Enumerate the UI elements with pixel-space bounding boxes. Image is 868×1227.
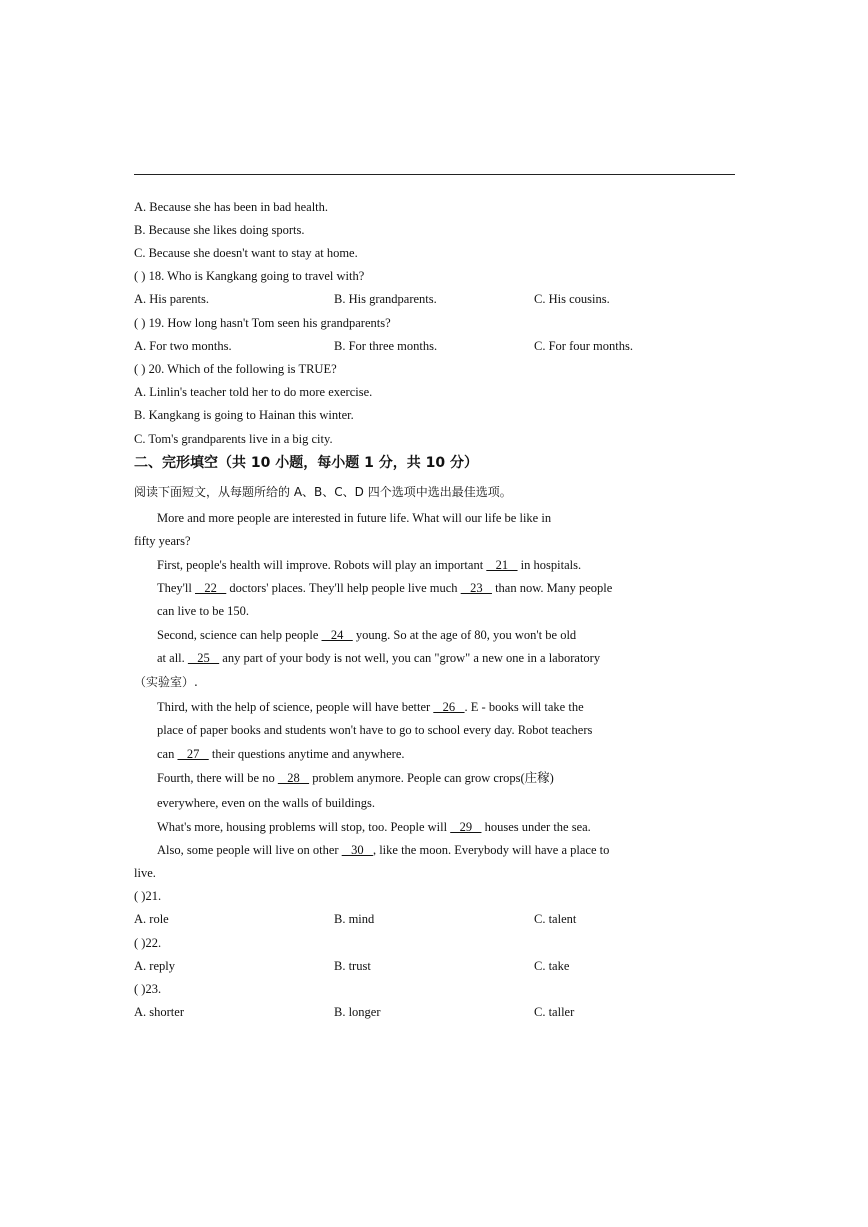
passage-text: First, people's health will improve. Robots will play an important [157, 558, 487, 572]
passage-text: doctors' places. They'll help people live much [226, 581, 461, 595]
blank-29: 29 [450, 820, 482, 834]
passage-line: live. [134, 866, 156, 880]
q18-option-a: A. His parents. [134, 292, 209, 306]
passage-line [157, 699, 584, 715]
q22-option-b: B. trust [334, 959, 371, 973]
passage-line [157, 580, 612, 596]
passage-text: problem anymore. People can grow crops(庄稼) [309, 771, 554, 785]
passage-text: Third, with the help of science, people will have better [157, 700, 434, 714]
section-instruction: 阅读下面短文，从每题所给的 A、B、C、D 四个选项中选出最佳选项。 [134, 485, 512, 499]
blank-27: 27 [177, 747, 209, 761]
blank-28: 28 [277, 771, 310, 785]
passage-text: young. So at the age of 80, you won't be old [352, 628, 577, 642]
q18-option-b: B. His grandparents. [334, 292, 437, 306]
q23-option-a: A. shorter [134, 1005, 184, 1019]
passage-text: . E - books will take the [464, 700, 584, 714]
section-heading: 二、完形填空（共 10 小题，每小题 1 分，共 10 分） [134, 455, 478, 471]
q22-option-c: C. take [534, 959, 570, 973]
q22-option-a: A. reply [134, 959, 175, 973]
passage-text: at all. [157, 651, 188, 665]
q18-option-c: C. His cousins. [534, 292, 610, 306]
q20-option-c: C. Tom's grandparents live in a big city. [134, 432, 333, 446]
q19-option-a: A. For two months. [134, 339, 232, 353]
header-rule [134, 174, 735, 175]
q21-option-a: A. role [134, 912, 169, 926]
passage-text: What's more, housing problems will stop, too. People will [157, 820, 451, 834]
passage-text: any part of your body is not well, you can "grow" a new one in a laboratory [219, 651, 601, 665]
passage-text: Also, some people will live on other [157, 843, 342, 857]
q20-stem: ( ) 20. Which of the following is TRUE? [134, 362, 337, 376]
passage-text: Fourth, there will be no [157, 771, 278, 785]
blank-23: 23 [460, 581, 492, 595]
passage-line: More and more people are interested in future life. What will our life be like in [157, 511, 552, 525]
passage-text: , like the moon. Everybody will have a place to [372, 843, 610, 857]
blank-30: 30 [341, 843, 373, 857]
passage-text: than now. Many people [491, 581, 613, 595]
q19-option-b: B. For three months. [334, 339, 438, 353]
q23-stem: ( )23. [134, 982, 162, 996]
passage-line: place of paper books and students won't have to go to school every day. Robot teachers [157, 723, 593, 737]
q22-stem: ( )22. [134, 936, 162, 950]
q17-option-b: B. Because she likes doing sports. [134, 223, 305, 237]
q21-stem: ( )21. [134, 889, 162, 903]
q19-stem: ( ) 19. How long hasn't Tom seen his grandparents? [134, 316, 391, 330]
passage-line: can live to be 150. [157, 604, 249, 618]
passage-text: Second, science can help people [157, 628, 322, 642]
q17-option-a: A. Because she has been in bad health. [134, 200, 329, 214]
passage-text: in hospitals. [517, 558, 582, 572]
q21-option-b: B. mind [334, 912, 375, 926]
blank-25: 25 [187, 651, 220, 665]
q23-option-b: B. longer [334, 1005, 381, 1019]
passage-line [157, 842, 609, 858]
q18-stem: ( ) 18. Who is Kangkang going to travel with? [134, 269, 365, 283]
passage-text: houses under the sea. [481, 820, 591, 834]
blank-24: 24 [321, 628, 353, 642]
passage-line [157, 770, 554, 786]
q17-option-c: C. Because she doesn't want to stay at home. [134, 246, 358, 260]
passage-text: their questions anytime and anywhere. [208, 747, 405, 761]
q20-option-a: A. Linlin's teacher told her to do more exercise. [134, 385, 373, 399]
passage-text: They'll [157, 581, 196, 595]
q19-option-c: C. For four months. [534, 339, 633, 353]
passage-line [157, 746, 405, 762]
passage-line: everywhere, even on the walls of buildings. [157, 796, 375, 810]
blank-22: 22 [195, 581, 227, 595]
passage-line [157, 819, 591, 835]
passage-line [157, 627, 576, 643]
passage-line: （实验室）. [134, 675, 198, 689]
passage-line [157, 557, 581, 573]
blank-26: 26 [433, 700, 465, 714]
q20-option-b: B. Kangkang is going to Hainan this winter. [134, 408, 354, 422]
passage-text: can [157, 747, 178, 761]
passage-line: fifty years? [134, 534, 191, 548]
q23-option-c: C. taller [534, 1005, 575, 1019]
blank-21: 21 [486, 558, 518, 572]
q21-option-c: C. talent [534, 912, 577, 926]
passage-line [157, 650, 600, 666]
